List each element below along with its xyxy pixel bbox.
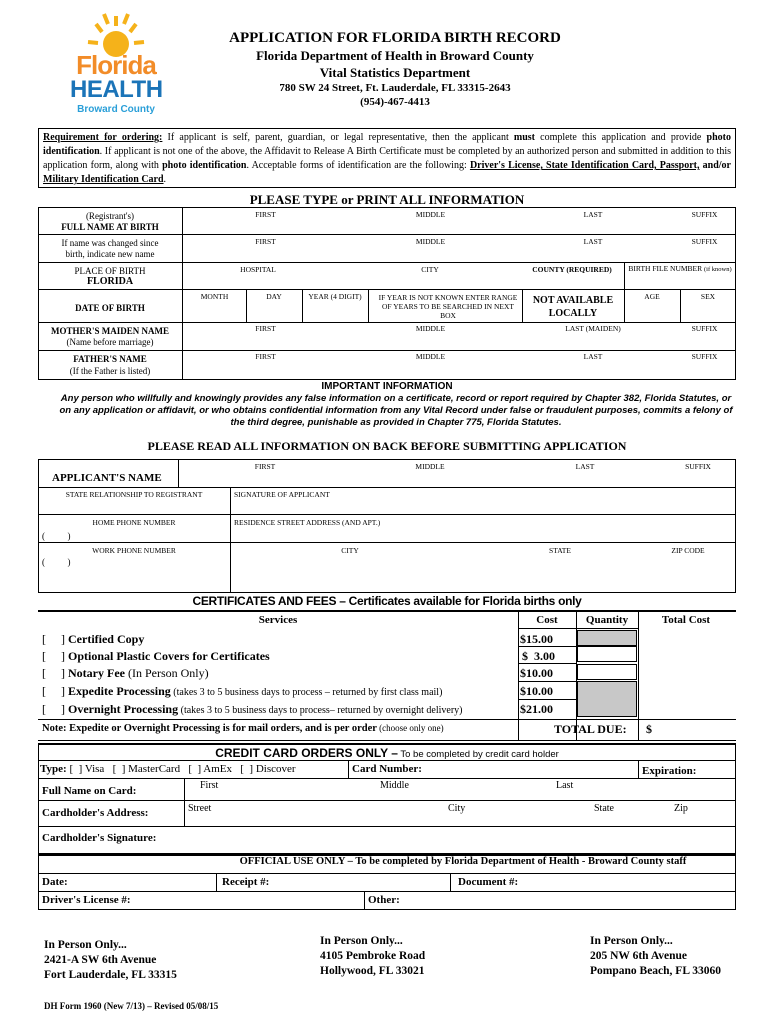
must-text: must (513, 132, 536, 143)
fee-name: Certified Copy (68, 632, 145, 646)
fee-cost: $ 3.00 (522, 649, 555, 663)
card-last-field[interactable]: Last (556, 780, 574, 791)
checkbox[interactable]: [ ] (42, 632, 65, 646)
applicant-last-field[interactable]: LAST (575, 462, 595, 471)
county-field[interactable]: COUNTY (REQUIRED) (532, 265, 612, 274)
fee-name: Notary Fee (68, 666, 125, 680)
father-suffix-field[interactable]: SUFFIX (691, 352, 718, 361)
location-line: Pompano Beach, FL 33060 (590, 965, 721, 977)
name-changed-label: If name was changed since (61, 238, 159, 248)
if-known-label: (if known) (703, 266, 732, 273)
card-first-field[interactable]: First (200, 780, 219, 791)
credit-subtitle: To be completed by credit card holder (397, 749, 559, 760)
mother-maiden-label: MOTHER'S MAIDEN NAME (50, 326, 169, 336)
fee-cost: $10.00 (520, 666, 553, 680)
fee-name: Optional Plastic Covers for Certificates (68, 649, 270, 663)
cost-header: Cost (536, 614, 558, 626)
official-drivers-license[interactable]: Driver's License #: (42, 894, 131, 906)
official-date[interactable]: Date: (42, 876, 68, 888)
quantity-certified[interactable] (577, 630, 637, 646)
expiration-label: Expiration: (642, 765, 697, 777)
logo-line-health: HEALTH (70, 76, 163, 103)
year-field[interactable]: YEAR (4 DIGIT) (308, 292, 362, 301)
hospital-field[interactable]: HOSPITAL (240, 265, 276, 274)
please-type-heading: PLEASE TYPE or PRINT ALL INFORMATION (249, 192, 525, 207)
full-name-on-card-label: Full Name on Card: (42, 785, 137, 797)
logo-line-florida: Florida (76, 50, 156, 80)
services-header: Services (258, 614, 298, 626)
day-field[interactable]: DAY (266, 292, 282, 301)
applicant-name-label: APPLICANT'S NAME (52, 472, 162, 484)
id-types: Driver's License, State Identification Card, Passport, (469, 160, 700, 171)
fee-note (42, 723, 444, 734)
location-line: In Person Only... (44, 939, 127, 951)
fees-title: CERTIFICATES AND FEES – Certificates available for Florida births only (192, 594, 582, 608)
applicant-first-field[interactable]: FIRST (254, 462, 276, 471)
home-phone-field[interactable]: ( ) (42, 531, 71, 541)
location-2 (320, 934, 425, 979)
office-name: Vital Statistics Department (319, 65, 471, 80)
birth-file-number-field[interactable] (624, 264, 736, 273)
mother-first-field[interactable]: FIRST (255, 324, 276, 333)
location-line: In Person Only... (590, 935, 673, 947)
military-id: Military Identification Card (43, 174, 164, 185)
city-of-birth-field[interactable]: CITY (421, 265, 439, 274)
residence-field[interactable]: RESIDENCE STREET ADDRESS (AND APT.) (234, 518, 381, 527)
official-use-title: OFFICIAL USE ONLY – To be completed by Florida Department of Health - Broward County staff (239, 856, 687, 867)
not-available-locally: NOT AVAILABLE LOCALLY (532, 295, 614, 319)
relationship-field[interactable]: STATE RELATIONSHIP TO REGISTRANT (65, 490, 203, 499)
cardholder-address-label: Cardholder's Address: (42, 807, 149, 819)
location-3 (590, 934, 721, 979)
card-number-label: Card Number: (352, 763, 422, 775)
location-line: Fort Lauderdale, FL 33315 (44, 969, 177, 981)
applicant-state-field[interactable]: STATE (549, 546, 571, 555)
quantity-covers[interactable] (577, 646, 637, 662)
note-small: (choose only one) (376, 723, 444, 733)
fee-row[interactable] (42, 632, 144, 647)
office-address: 780 SW 24 Street, Ft. Lauderdale, FL 33315-2643 (279, 82, 511, 94)
father-last-field[interactable]: LAST (583, 352, 603, 361)
card-street-field[interactable]: Street (188, 803, 212, 814)
fee-row[interactable] (42, 666, 209, 681)
fee-row[interactable] (42, 684, 442, 699)
requirement-text: If applicant is self, parent, guardian, or legal representative, then the applicant (162, 132, 514, 143)
card-city-field[interactable]: City (448, 803, 466, 814)
and-or-text: and/or (699, 160, 731, 171)
bfn-label: BIRTH FILE NUMBER (628, 264, 703, 273)
fee-cost: $10.00 (520, 684, 553, 698)
work-phone-field[interactable]: ( ) (42, 557, 71, 567)
quantity-notary[interactable] (577, 664, 637, 680)
credit-title: CREDIT CARD ORDERS ONLY – (215, 746, 398, 760)
location-line: 205 NW 6th Avenue (590, 950, 688, 962)
applicant-suffix-field[interactable]: SUFFIX (685, 462, 711, 471)
requirement-box (38, 128, 736, 188)
new-suffix-field[interactable]: SUFFIX (691, 237, 718, 246)
location-1 (44, 938, 177, 983)
form-number-footer: DH Form 1960 (New 7/13) – Revised 05/08/15 (44, 1001, 219, 1011)
card-type-row (40, 763, 296, 775)
fee-name: Overnight Processing (68, 702, 179, 716)
month-field[interactable]: MONTH (200, 292, 229, 301)
important-title: IMPORTANT INFORMATION (321, 381, 453, 392)
location-line: Hollywood, FL 33021 (320, 965, 425, 977)
quantity-header: Quantity (585, 614, 629, 626)
card-type-label: Type: (40, 763, 67, 775)
quantity-expedite (577, 681, 637, 717)
checkbox[interactable]: [ ] (42, 684, 65, 698)
requirement-text: complete this application and provide (535, 132, 707, 143)
fee-extra: (takes 3 to 5 business days to process– returned by overnight delivery) (178, 705, 463, 716)
fee-name: Expedite Processing (68, 684, 171, 698)
place-of-birth-label: PLACE OF BIRTH (74, 266, 146, 276)
note-bold: Note: Expedite or Overnight Processing is for mail orders, and is per order (42, 723, 377, 734)
applicant-city-field[interactable]: CITY (341, 546, 359, 555)
new-last-name-field[interactable]: LAST (583, 237, 603, 246)
new-first-name-field[interactable]: FIRST (255, 237, 276, 246)
work-phone-label: WORK PHONE NUMBER (92, 546, 176, 555)
fee-row[interactable] (42, 702, 463, 717)
total-due-label: TOTAL DUE: (554, 722, 627, 736)
mother-middle-field[interactable]: MIDDLE (415, 324, 446, 333)
florida-health-logo (70, 10, 162, 122)
location-line: 2421-A SW 6th Avenue (44, 954, 157, 966)
father-name-sub: (If the Father is listed) (69, 366, 151, 376)
requirement-text: . (163, 174, 167, 185)
official-receipt[interactable]: Receipt #: (222, 876, 270, 888)
name-changed-label-2: birth, indicate new name (65, 249, 155, 259)
middle-name-field[interactable]: MIDDLE (415, 210, 446, 219)
home-phone-label: HOME PHONE NUMBER (92, 518, 176, 527)
requirement-text: . Acceptable forms of identification are the following: (246, 160, 470, 171)
new-middle-name-field[interactable]: MIDDLE (415, 237, 446, 246)
checkbox[interactable]: [ ] (42, 666, 65, 680)
florida-label: FLORIDA (86, 276, 134, 287)
card-zip-field[interactable]: Zip (674, 803, 688, 814)
requirement-text: . If applicant is not one of the above, the Affidavit to Release A Birth Certificate must be completed by an authorized person and submitted in addition to this application form, along with (43, 146, 731, 171)
dept-name: Florida Department of Health in Broward County (256, 48, 534, 63)
card-middle-field[interactable]: Middle (380, 780, 409, 791)
signature-field[interactable]: SIGNATURE OF APPLICANT (234, 490, 330, 499)
fee-cost: $21.00 (520, 702, 553, 716)
important-text: Any person who willfully and knowingly provides any false information on a certificate, record or report required by Chapter 382, Florida Statutes, or on any application or affidavit, or who obtains confidential information from any Vital Record under false or fraudulent purposes, commits a felony of the third degree, punishable as provided in Chapter 775, Florida Statutes. (59, 393, 733, 428)
full-name-label: FULL NAME AT BIRTH (61, 222, 159, 232)
card-state-field[interactable]: State (594, 803, 614, 814)
fee-row[interactable] (42, 649, 270, 664)
applicant-middle-field[interactable]: MIDDLE (415, 462, 445, 471)
location-line: 4105 Pembroke Road (320, 950, 426, 962)
fee-extra: (In Person Only) (124, 666, 209, 680)
logo-line-county: Broward County (77, 104, 155, 115)
fee-cost: $15.00 (520, 632, 553, 646)
total-due-field[interactable]: $ (646, 722, 652, 736)
cardholder-signature-label: Cardholder's Signature: (42, 832, 157, 844)
sex-field[interactable]: SEX (700, 292, 716, 301)
mother-maiden-sub: (Name before marriage) (66, 337, 154, 347)
last-name-field[interactable]: LAST (583, 210, 603, 219)
fee-extra: (takes 3 to 5 business days to process – returned by first class mail) (170, 687, 443, 698)
total-cost-header: Total Cost (661, 614, 711, 626)
official-other[interactable]: Other: (368, 894, 400, 906)
office-phone: (954)-467-4413 (360, 96, 430, 108)
date-of-birth-label: DATE OF BIRTH (75, 303, 145, 313)
checkbox[interactable]: [ ] (42, 649, 65, 663)
father-name-label: FATHER'S NAME (73, 354, 147, 364)
suffix-field[interactable]: SUFFIX (691, 210, 718, 219)
card-type-options[interactable]: [ ] Visa [ ] MasterCard [ ] AmEx [ ] Discover (69, 763, 296, 775)
applicant-zip-field[interactable]: ZIP CODE (671, 546, 705, 555)
age-field[interactable]: AGE (644, 292, 660, 301)
year-range-note: IF YEAR IS NOT KNOWN ENTER RANGE OF YEARS TO BE SEARCHED IN NEXT BOX (378, 293, 518, 320)
please-read-heading: PLEASE READ ALL INFORMATION ON BACK BEFORE SUBMITTING APPLICATION (147, 439, 627, 453)
first-name-field[interactable]: FIRST (255, 210, 276, 219)
official-document[interactable]: Document #: (458, 876, 519, 888)
requirement-label: Requirement for ordering: (43, 132, 163, 143)
father-middle-field[interactable]: MIDDLE (415, 352, 446, 361)
checkbox[interactable]: [ ] (42, 702, 65, 716)
mother-last-field[interactable]: LAST (MAIDEN) (565, 324, 621, 333)
photo-id-text: photo identification (162, 160, 247, 171)
father-first-field[interactable]: FIRST (255, 352, 276, 361)
photo-id-text: photo identification (43, 132, 731, 157)
mother-suffix-field[interactable]: SUFFIX (691, 324, 718, 333)
location-line: In Person Only... (320, 935, 403, 947)
form-title: APPLICATION FOR FLORIDA BIRTH RECORD (229, 30, 561, 46)
registrant-label: (Registrant's) (85, 211, 135, 221)
